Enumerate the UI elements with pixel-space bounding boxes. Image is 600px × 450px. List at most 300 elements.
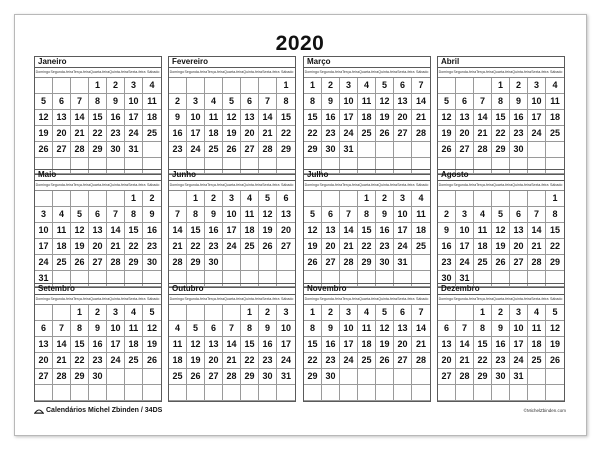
day-cell: 29: [358, 255, 376, 271]
month-março: [303, 56, 431, 175]
day-cell: 9: [492, 321, 510, 337]
day-cell: 15: [358, 223, 376, 239]
day-cell: 6: [89, 207, 107, 223]
day-cell: 31: [340, 142, 358, 158]
day-cell: 11: [143, 94, 161, 110]
day-cell: 12: [376, 321, 394, 337]
month-name: Março: [304, 57, 430, 68]
day-cell: 7: [474, 94, 492, 110]
day-cell: 29: [546, 255, 564, 271]
weekday-label: Sábado: [145, 68, 161, 78]
empty-day-cell: [223, 255, 241, 271]
day-cell: 28: [528, 255, 546, 271]
empty-day-cell: [259, 78, 277, 94]
empty-day-cell: [304, 191, 322, 207]
day-cell: 13: [394, 321, 412, 337]
weekday-label: Terça-feira: [342, 295, 359, 305]
day-cell: 25: [241, 239, 259, 255]
footer-left-text: Calendários Michel Zbinden / 34DS: [46, 407, 163, 414]
day-cell: 6: [438, 321, 456, 337]
day-cell: 2: [89, 305, 107, 321]
day-cell: 18: [358, 110, 376, 126]
empty-day-cell: [125, 385, 143, 401]
day-cell: 26: [223, 142, 241, 158]
day-cell: 26: [304, 255, 322, 271]
day-cell: 21: [474, 126, 492, 142]
weekday-header: [438, 295, 564, 305]
day-cell: 4: [169, 321, 187, 337]
day-cell: 24: [125, 126, 143, 142]
weekday-label: Quinta-feira: [512, 181, 531, 191]
weekday-label: Quarta-feira: [224, 295, 243, 305]
day-cell: 1: [304, 78, 322, 94]
day-cell: 28: [412, 126, 430, 142]
day-cell: 28: [223, 369, 241, 385]
weekday-label: Quinta-feira: [109, 68, 128, 78]
day-cell: 18: [205, 126, 223, 142]
day-cell: 12: [143, 321, 161, 337]
weekday-label: Terça-feira: [476, 181, 493, 191]
month-name: Janeiro: [35, 57, 161, 68]
day-cell: 5: [376, 78, 394, 94]
day-cell: 2: [169, 94, 187, 110]
day-cell: 17: [456, 239, 474, 255]
day-cell: 19: [376, 110, 394, 126]
weekday-label: Domingo: [169, 295, 185, 305]
day-cell: 25: [143, 126, 161, 142]
day-cell: 18: [125, 337, 143, 353]
day-cell: 12: [304, 223, 322, 239]
day-cell: 8: [277, 94, 295, 110]
day-cell: 24: [394, 239, 412, 255]
weekday-label: Terça-feira: [73, 181, 90, 191]
weekday-label: Quarta-feira: [359, 68, 378, 78]
empty-day-cell: [169, 385, 187, 401]
day-cell: 22: [125, 239, 143, 255]
day-grid: [169, 78, 295, 174]
day-cell: 11: [169, 337, 187, 353]
day-cell: 7: [456, 321, 474, 337]
day-cell: 2: [510, 78, 528, 94]
day-cell: 26: [438, 142, 456, 158]
day-cell: 21: [53, 353, 71, 369]
day-cell: 1: [474, 305, 492, 321]
day-cell: 4: [205, 94, 223, 110]
day-cell: 3: [107, 305, 125, 321]
weekday-label: Segunda-feira: [320, 181, 343, 191]
day-cell: 28: [169, 255, 187, 271]
day-cell: 10: [107, 321, 125, 337]
weekday-label: Sexta-feira: [128, 181, 145, 191]
weekday-label: Segunda-feira: [320, 68, 343, 78]
empty-day-cell: [241, 385, 259, 401]
day-cell: 12: [259, 207, 277, 223]
empty-day-cell: [340, 385, 358, 401]
day-cell: 9: [169, 110, 187, 126]
weekday-label: Terça-feira: [342, 68, 359, 78]
day-cell: 6: [322, 207, 340, 223]
day-cell: 29: [474, 369, 492, 385]
empty-day-cell: [169, 191, 187, 207]
weekday-label: Quinta-feira: [243, 68, 262, 78]
day-cell: 19: [492, 239, 510, 255]
day-cell: 2: [438, 207, 456, 223]
weekday-label: Segunda-feira: [454, 68, 477, 78]
day-cell: 6: [241, 94, 259, 110]
day-cell: 7: [412, 78, 430, 94]
day-cell: 15: [125, 223, 143, 239]
day-cell: 14: [528, 223, 546, 239]
day-cell: 16: [259, 337, 277, 353]
day-cell: 7: [107, 207, 125, 223]
month-fevereiro: [168, 56, 296, 175]
day-cell: 15: [71, 337, 89, 353]
day-cell: 27: [35, 369, 53, 385]
day-grid: [169, 305, 295, 401]
weekday-header: [438, 181, 564, 191]
empty-day-cell: [169, 305, 187, 321]
day-cell: 21: [412, 110, 430, 126]
month-abril: [437, 56, 565, 175]
day-cell: 13: [89, 223, 107, 239]
day-cell: 20: [205, 353, 223, 369]
weekday-label: Domingo: [304, 68, 320, 78]
day-cell: 31: [277, 369, 295, 385]
empty-day-cell: [322, 191, 340, 207]
day-cell: 5: [223, 94, 241, 110]
day-cell: 11: [125, 321, 143, 337]
day-cell: 26: [546, 353, 564, 369]
day-cell: 17: [510, 337, 528, 353]
day-cell: 10: [187, 110, 205, 126]
weekday-label: Quarta-feira: [224, 181, 243, 191]
day-cell: 26: [259, 239, 277, 255]
empty-day-cell: [143, 142, 161, 158]
day-cell: 24: [35, 255, 53, 271]
day-cell: 30: [107, 142, 125, 158]
weekday-label: Terça-feira: [207, 181, 224, 191]
day-cell: 12: [35, 110, 53, 126]
hat-icon: [34, 408, 44, 414]
weekday-label: Quarta-feira: [224, 68, 243, 78]
day-cell: 26: [376, 353, 394, 369]
day-cell: 11: [546, 94, 564, 110]
month-maio: [34, 169, 162, 288]
day-cell: 10: [35, 223, 53, 239]
day-cell: 10: [510, 321, 528, 337]
day-cell: 8: [125, 207, 143, 223]
day-cell: 19: [187, 353, 205, 369]
day-cell: 23: [259, 353, 277, 369]
weekday-label: Sexta-feira: [262, 295, 279, 305]
day-cell: 28: [456, 369, 474, 385]
empty-day-cell: [304, 385, 322, 401]
day-cell: 3: [340, 305, 358, 321]
weekday-label: Quinta-feira: [109, 295, 128, 305]
day-cell: 9: [322, 94, 340, 110]
day-cell: 9: [438, 223, 456, 239]
weekday-label: Segunda-feira: [454, 295, 477, 305]
day-cell: 5: [187, 321, 205, 337]
empty-day-cell: [107, 191, 125, 207]
day-cell: 6: [394, 305, 412, 321]
day-cell: 15: [304, 110, 322, 126]
day-cell: 16: [510, 110, 528, 126]
day-cell: 19: [438, 126, 456, 142]
empty-day-cell: [456, 191, 474, 207]
day-cell: 18: [241, 223, 259, 239]
day-cell: 14: [169, 223, 187, 239]
day-cell: 27: [205, 369, 223, 385]
day-cell: 8: [304, 321, 322, 337]
day-cell: 21: [412, 337, 430, 353]
weekday-label: Sábado: [279, 68, 295, 78]
day-cell: 29: [304, 369, 322, 385]
weekday-label: Sábado: [548, 295, 564, 305]
day-cell: 1: [546, 191, 564, 207]
day-cell: 16: [322, 110, 340, 126]
day-cell: 30: [492, 369, 510, 385]
weekday-label: Sexta-feira: [397, 68, 414, 78]
weekday-label: Sábado: [279, 181, 295, 191]
day-cell: 29: [187, 255, 205, 271]
day-cell: 17: [223, 223, 241, 239]
weekday-label: Sábado: [548, 181, 564, 191]
day-cell: 6: [456, 94, 474, 110]
weekday-label: Sábado: [145, 181, 161, 191]
weekday-label: Terça-feira: [73, 68, 90, 78]
day-cell: 27: [394, 126, 412, 142]
day-cell: 11: [358, 321, 376, 337]
weekday-label: Sexta-feira: [397, 295, 414, 305]
day-cell: 28: [107, 255, 125, 271]
day-cell: 27: [241, 142, 259, 158]
day-cell: 27: [394, 353, 412, 369]
day-cell: 19: [71, 239, 89, 255]
day-cell: 2: [107, 78, 125, 94]
day-cell: 12: [376, 94, 394, 110]
day-cell: 17: [107, 337, 125, 353]
day-cell: 6: [35, 321, 53, 337]
day-grid: [304, 191, 430, 287]
empty-day-cell: [412, 255, 430, 271]
day-cell: 23: [107, 126, 125, 142]
day-cell: 10: [456, 223, 474, 239]
day-cell: 1: [277, 78, 295, 94]
weekday-label: Sexta-feira: [531, 181, 548, 191]
day-cell: 25: [169, 369, 187, 385]
weekday-label: Sexta-feira: [128, 295, 145, 305]
empty-day-cell: [277, 385, 295, 401]
day-cell: 10: [528, 94, 546, 110]
day-cell: 24: [277, 353, 295, 369]
day-cell: 1: [358, 191, 376, 207]
day-cell: 22: [304, 126, 322, 142]
day-cell: 20: [277, 223, 295, 239]
weekday-label: Quinta-feira: [243, 181, 262, 191]
empty-day-cell: [35, 305, 53, 321]
day-cell: 21: [71, 126, 89, 142]
day-cell: 23: [492, 353, 510, 369]
empty-day-cell: [528, 142, 546, 158]
weekday-label: Sexta-feira: [128, 68, 145, 78]
day-cell: 30: [259, 369, 277, 385]
day-cell: 6: [394, 78, 412, 94]
day-cell: 21: [456, 353, 474, 369]
day-cell: 20: [438, 353, 456, 369]
empty-day-cell: [259, 255, 277, 271]
day-cell: 11: [205, 110, 223, 126]
day-cell: 25: [528, 353, 546, 369]
day-cell: 14: [474, 110, 492, 126]
day-cell: 30: [322, 369, 340, 385]
day-cell: 17: [125, 110, 143, 126]
day-cell: 28: [412, 353, 430, 369]
day-cell: 18: [546, 110, 564, 126]
day-cell: 24: [456, 255, 474, 271]
weekday-header: [35, 295, 161, 305]
day-cell: 13: [241, 110, 259, 126]
day-cell: 2: [322, 305, 340, 321]
empty-day-cell: [259, 385, 277, 401]
weekday-header: [304, 295, 430, 305]
day-cell: 14: [259, 110, 277, 126]
empty-day-cell: [412, 385, 430, 401]
day-cell: 13: [510, 223, 528, 239]
day-cell: 26: [187, 369, 205, 385]
day-cell: 22: [89, 126, 107, 142]
empty-day-cell: [125, 369, 143, 385]
day-cell: 27: [456, 142, 474, 158]
day-cell: 13: [53, 110, 71, 126]
day-cell: 16: [376, 223, 394, 239]
empty-day-cell: [412, 369, 430, 385]
day-cell: 11: [412, 207, 430, 223]
weekday-label: Sábado: [548, 68, 564, 78]
day-cell: 18: [412, 223, 430, 239]
day-cell: 23: [510, 126, 528, 142]
day-cell: 13: [456, 110, 474, 126]
empty-day-cell: [438, 385, 456, 401]
day-cell: 31: [35, 271, 53, 287]
weekday-header: [169, 295, 295, 305]
day-cell: 12: [438, 110, 456, 126]
day-cell: 21: [340, 239, 358, 255]
weekday-label: Quinta-feira: [378, 68, 397, 78]
day-cell: 19: [223, 126, 241, 142]
empty-day-cell: [322, 385, 340, 401]
day-cell: 8: [546, 207, 564, 223]
day-cell: 25: [358, 353, 376, 369]
day-cell: 17: [340, 337, 358, 353]
day-cell: 12: [492, 223, 510, 239]
day-cell: 11: [528, 321, 546, 337]
weekday-label: Sábado: [145, 295, 161, 305]
weekday-label: Quinta-feira: [243, 295, 262, 305]
empty-day-cell: [241, 255, 259, 271]
day-cell: 15: [89, 110, 107, 126]
day-cell: 1: [71, 305, 89, 321]
empty-day-cell: [143, 385, 161, 401]
day-cell: 5: [143, 305, 161, 321]
day-cell: 2: [492, 305, 510, 321]
empty-day-cell: [528, 191, 546, 207]
day-cell: 15: [304, 337, 322, 353]
day-cell: 24: [528, 126, 546, 142]
day-cell: 9: [259, 321, 277, 337]
weekday-label: Quarta-feira: [90, 295, 109, 305]
day-cell: 30: [89, 369, 107, 385]
day-cell: 17: [528, 110, 546, 126]
empty-day-cell: [492, 191, 510, 207]
day-cell: 16: [492, 337, 510, 353]
day-cell: 15: [492, 110, 510, 126]
day-cell: 26: [143, 353, 161, 369]
weekday-label: Domingo: [35, 295, 51, 305]
day-cell: 8: [89, 94, 107, 110]
month-name: Abril: [438, 57, 564, 68]
day-cell: 18: [169, 353, 187, 369]
day-cell: 24: [107, 353, 125, 369]
weekday-label: Quarta-feira: [493, 295, 512, 305]
weekday-label: Quarta-feira: [90, 68, 109, 78]
day-cell: 12: [71, 223, 89, 239]
day-cell: 2: [376, 191, 394, 207]
day-cell: 3: [340, 78, 358, 94]
month-outubro: [168, 283, 296, 402]
month-name: Setembro: [35, 284, 161, 295]
weekday-label: Terça-feira: [342, 181, 359, 191]
day-cell: 27: [89, 255, 107, 271]
day-cell: 13: [205, 337, 223, 353]
day-cell: 1: [187, 191, 205, 207]
empty-day-cell: [53, 191, 71, 207]
weekday-label: Segunda-feira: [320, 295, 343, 305]
day-cell: 17: [35, 239, 53, 255]
day-cell: 10: [125, 94, 143, 110]
weekday-label: Segunda-feira: [51, 181, 74, 191]
day-cell: 7: [71, 94, 89, 110]
empty-day-cell: [89, 385, 107, 401]
day-cell: 14: [107, 223, 125, 239]
day-cell: 10: [277, 321, 295, 337]
day-cell: 9: [322, 321, 340, 337]
day-cell: 5: [376, 305, 394, 321]
empty-day-cell: [394, 369, 412, 385]
day-cell: 19: [143, 337, 161, 353]
month-julho: [303, 169, 431, 288]
day-cell: 23: [322, 126, 340, 142]
day-cell: 22: [546, 239, 564, 255]
empty-day-cell: [241, 78, 259, 94]
weekday-label: Terça-feira: [207, 68, 224, 78]
weekday-label: Domingo: [35, 181, 51, 191]
day-cell: 5: [438, 94, 456, 110]
empty-day-cell: [107, 369, 125, 385]
day-cell: 19: [546, 337, 564, 353]
weekday-label: Quarta-feira: [493, 68, 512, 78]
empty-day-cell: [438, 305, 456, 321]
day-cell: 12: [187, 337, 205, 353]
day-cell: 25: [205, 142, 223, 158]
day-cell: 23: [376, 239, 394, 255]
day-cell: 5: [35, 94, 53, 110]
day-cell: 9: [205, 207, 223, 223]
day-grid: [169, 191, 295, 287]
weekday-label: Quinta-feira: [378, 295, 397, 305]
day-cell: 30: [438, 271, 456, 287]
day-cell: 30: [322, 142, 340, 158]
